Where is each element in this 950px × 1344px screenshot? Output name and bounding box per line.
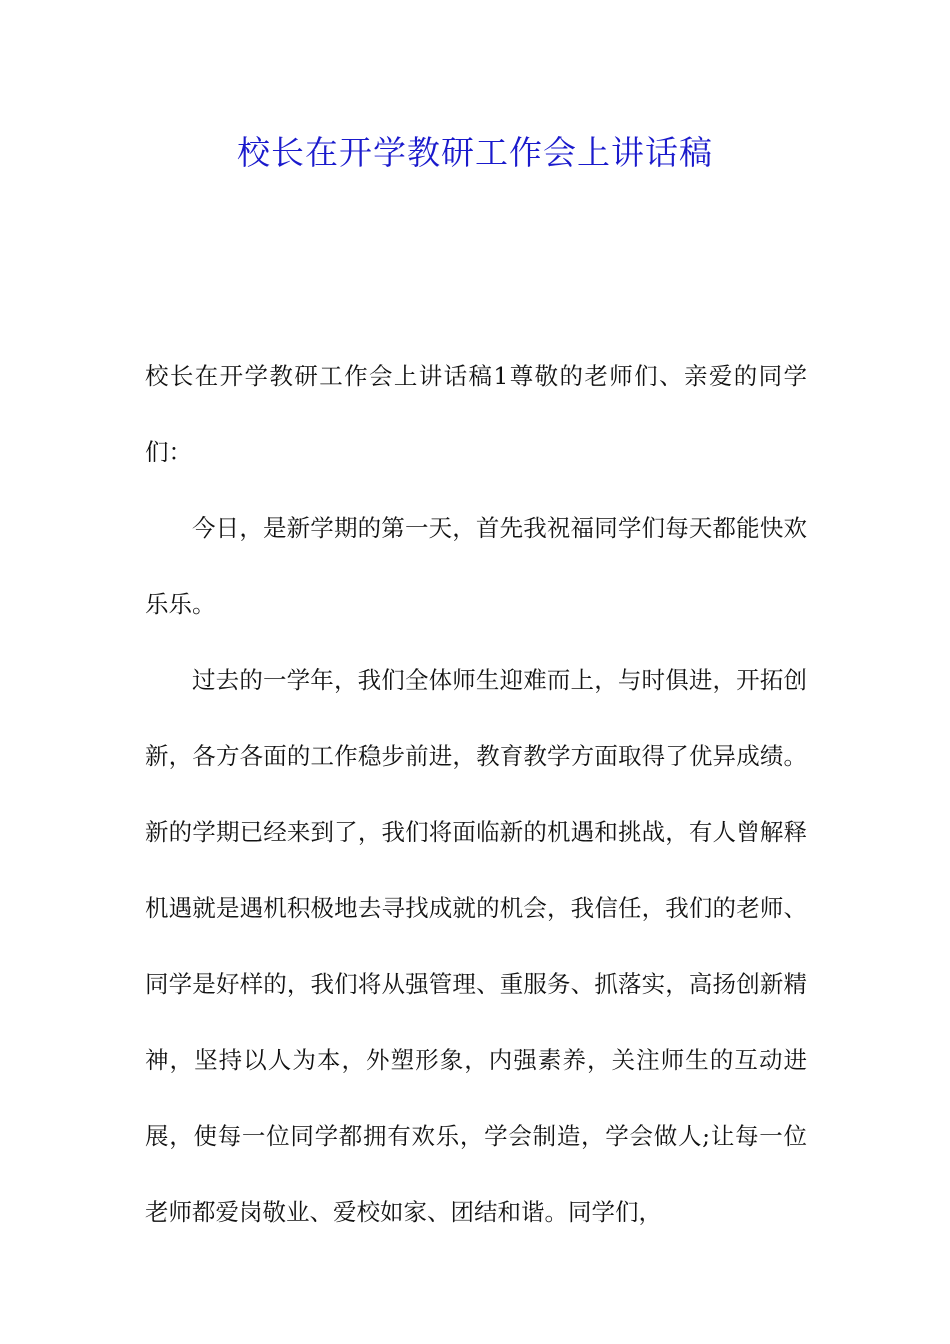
paragraph-greeting: 今日，是新学期的第一天，首先我祝福同学们每天都能快欢乐乐。	[145, 514, 807, 618]
document-body	[145, 338, 807, 1250]
paragraph-review: 过去的一学年，我们全体师生迎难而上，与时俱进，开拓创新，各方各面的工作稳步前进，教育教学方面取得了优异成绩。新的学期已经来到了，我们将面临新的机遇和挑战，有人曾解释机遇就是遇机积极地去寻找成就的机会，我信任，我们的老师、同学是好样的，我们将从强管理、重服务、抓落实，高扬创新精神，坚持以人为本，外塑形象，内强素养，关注师生的互动进展，使每一位同学都拥有欢乐，学会制造，学会做人;让每一位老师都爱岗敬业、爱校如家、团结和谐。同学们，	[145, 666, 807, 1226]
paragraph-opening: 校长在开学教研工作会上讲话稿1尊敬的老师们、亲爱的同学们：	[145, 362, 807, 466]
document-title: 校长在开学教研工作会上讲话稿	[237, 133, 713, 172]
